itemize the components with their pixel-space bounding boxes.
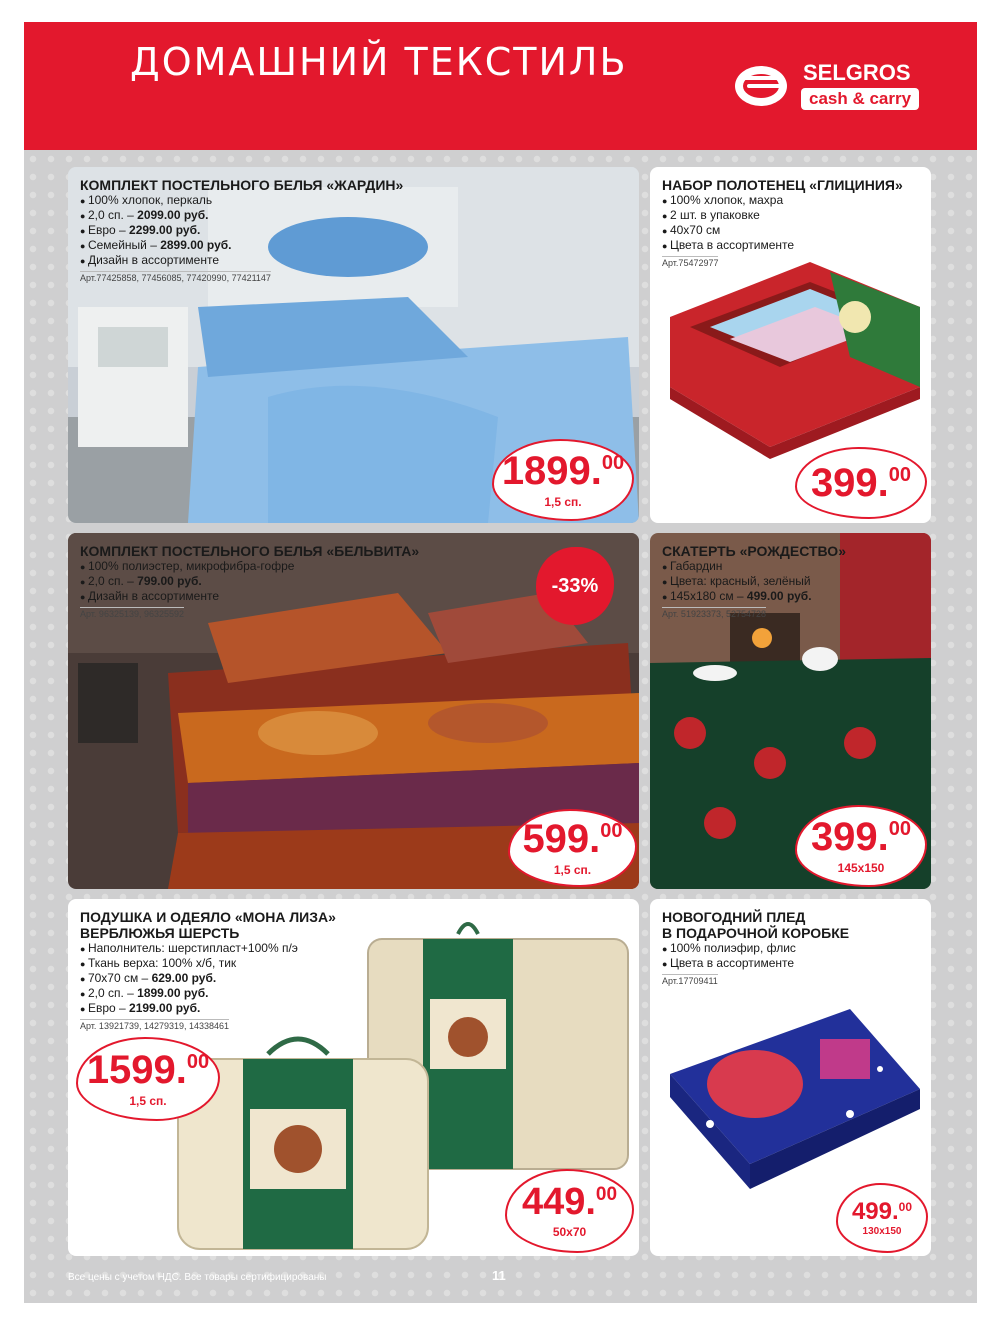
price-cents: 00	[601, 452, 625, 475]
product-specs	[80, 559, 460, 604]
product-subtitle: ВЕРБЛЮЖЬЯ ШЕРСТЬ	[80, 925, 240, 941]
product-title: ПОДУШКА И ОДЕЯЛО «МОНА ЛИЗА»	[80, 909, 336, 925]
spec-label: 2,0 сп. –	[87, 208, 138, 222]
spec-item: ● Дизайн в ассортименте	[80, 253, 410, 268]
price-value	[522, 819, 622, 859]
spec-item: ● Цвета в ассортименте	[662, 956, 922, 971]
spec-label: Евро –	[87, 223, 130, 237]
price-value	[851, 1197, 913, 1225]
spec-item: ● Цвета в ассортименте	[662, 238, 922, 253]
price-tag	[836, 1183, 928, 1253]
spec-price: 629.00 руб.	[151, 971, 217, 985]
price-value	[811, 817, 911, 857]
product-title: КОМПЛЕКТ ПОСТЕЛЬНОГО БЕЛЬЯ «БЕЛЬВИТА»	[80, 543, 420, 559]
spec-label: Семейный –	[87, 238, 161, 252]
price-cents: 00	[186, 1051, 210, 1074]
spec-item: ● 100% хлопок, перкаль	[80, 193, 410, 208]
price-main: 449.	[521, 1181, 596, 1223]
product-info	[80, 177, 410, 286]
page-number: 11	[492, 1268, 506, 1283]
spec-item: ● Наполнитель: шерстипласт+100% п/э	[80, 941, 410, 956]
product-specs	[80, 193, 410, 268]
article-number: Арт.77425858, 77456085, 77420990, 77421147	[80, 273, 271, 283]
logo-plate-icon	[733, 60, 793, 108]
product-title: КОМПЛЕКТ ПОСТЕЛЬНОГО БЕЛЬЯ «ЖАРДИН»	[80, 177, 404, 193]
price-unit: 1,5 сп.	[544, 495, 582, 509]
spec-item: ● Ткань верха: 100% х/б, тик	[80, 956, 410, 971]
price-unit: 50х70	[552, 1225, 587, 1239]
product-title: СКАТЕРТЬ «РОЖДЕСТВО»	[662, 543, 846, 559]
price-main: 399.	[810, 815, 889, 859]
price-value	[502, 451, 624, 491]
page-title: ДОМАШНИЙ ТЕКСТИЛЬ	[130, 40, 628, 84]
spec-price: 1899.00 руб.	[137, 986, 209, 1000]
price-tag	[492, 439, 634, 521]
spec-label: 145х180 см –	[669, 589, 747, 603]
product-title: НОВОГОДНИЙ ПЛЕД	[662, 909, 806, 925]
price-main: 1899.	[501, 449, 602, 493]
article-number: Арт. 13921739, 14279319, 14338461	[80, 1021, 230, 1031]
selgros-logo[interactable]	[733, 60, 933, 116]
price-main: 399.	[810, 461, 889, 505]
price-main: 1599.	[86, 1048, 187, 1092]
article-number: Арт. 96325139, 96325592	[80, 609, 185, 619]
product-info	[80, 909, 410, 1034]
price-cents: 00	[888, 464, 912, 487]
price-value	[87, 1050, 209, 1090]
article-number: Арт. 51923373, 52754728	[662, 609, 767, 619]
price-tag	[508, 809, 637, 887]
price-value	[522, 1183, 617, 1221]
spec-price: 799.00 руб.	[137, 574, 202, 588]
spec-item: ● 2 шт. в упаковке	[662, 208, 922, 223]
spec-item: ● Цвета: красный, зелёный	[662, 574, 922, 589]
product-card-zhardin[interactable]	[68, 167, 639, 523]
price-cents: 00	[888, 818, 912, 841]
spec-item: ● 100% полиэфир, флис	[662, 941, 922, 956]
spec-label: 2,0 сп. –	[87, 574, 138, 588]
spec-item	[80, 1001, 410, 1016]
product-specs	[80, 941, 410, 1016]
spec-price: 2199.00 руб.	[129, 1001, 201, 1015]
price-unit: 145х150	[837, 861, 885, 875]
spec-item	[80, 238, 410, 253]
spec-price: 2899.00 руб.	[160, 238, 232, 252]
spec-item	[80, 208, 410, 223]
product-info	[662, 177, 922, 271]
spec-item	[80, 574, 460, 589]
logo-name: SELGROS	[803, 60, 911, 85]
price-unit: 130х150	[862, 1225, 902, 1237]
footer-note: Все цены с учетом НДС. Все товары сертифицированы	[68, 1272, 327, 1283]
price-main: 499.	[851, 1197, 899, 1225]
product-card-belvita[interactable]	[68, 533, 639, 889]
spec-item: ● 100% полиэстер, микрофибра-гофре	[80, 559, 460, 574]
price-cents: 00	[600, 820, 623, 843]
price-tag-blanket	[76, 1037, 220, 1121]
product-subtitle: В ПОДАРОЧНОЙ КОРОБКЕ	[662, 925, 850, 941]
price-cents: 00	[595, 1184, 618, 1206]
spec-label: 2,0 сп. –	[87, 986, 138, 1000]
product-info	[662, 543, 922, 622]
product-specs	[662, 941, 922, 971]
price-unit: 1,5 сп.	[129, 1094, 167, 1108]
price-tag	[795, 805, 927, 887]
spec-item	[80, 986, 410, 1001]
spec-price: 2299.00 руб.	[129, 223, 201, 237]
discount-badge: -33%	[536, 547, 614, 625]
spec-item: ● 40х70 см	[662, 223, 922, 238]
product-title: НАБОР ПОЛОТЕНЕЦ «ГЛИЦИНИЯ»	[662, 177, 903, 193]
logo-tagline: cash & carry	[801, 88, 919, 110]
spec-item	[80, 971, 410, 986]
price-cents: 00	[898, 1199, 913, 1214]
spec-item	[662, 589, 922, 604]
product-card-rozhdestvo[interactable]	[650, 533, 931, 889]
price-value	[811, 463, 911, 503]
price-tag	[795, 447, 927, 519]
price-tag-pillow	[505, 1169, 634, 1253]
spec-price: 499.00 руб.	[746, 589, 812, 603]
article-number: Арт.17709411	[662, 976, 718, 986]
product-specs	[662, 559, 922, 604]
product-card-mona-liza[interactable]	[68, 899, 639, 1256]
price-unit: 1,5 сп.	[553, 863, 592, 877]
spec-item: ● Дизайн в ассортименте	[80, 589, 460, 604]
spec-label: 70х70 см –	[87, 971, 152, 985]
article-number: Арт.75472977	[662, 258, 719, 268]
product-info	[80, 543, 460, 622]
product-specs	[662, 193, 922, 253]
product-info	[662, 909, 922, 989]
spec-item: ● Габардин	[662, 559, 922, 574]
price-main: 599.	[522, 817, 601, 861]
product-card-novogodniy-pled[interactable]	[650, 899, 931, 1256]
spec-label: Евро –	[87, 1001, 130, 1015]
spec-item: ● 100% хлопок, махра	[662, 193, 922, 208]
spec-item	[80, 223, 410, 238]
product-card-glitsiniya[interactable]	[650, 167, 931, 523]
spec-price: 2099.00 руб.	[137, 208, 209, 222]
